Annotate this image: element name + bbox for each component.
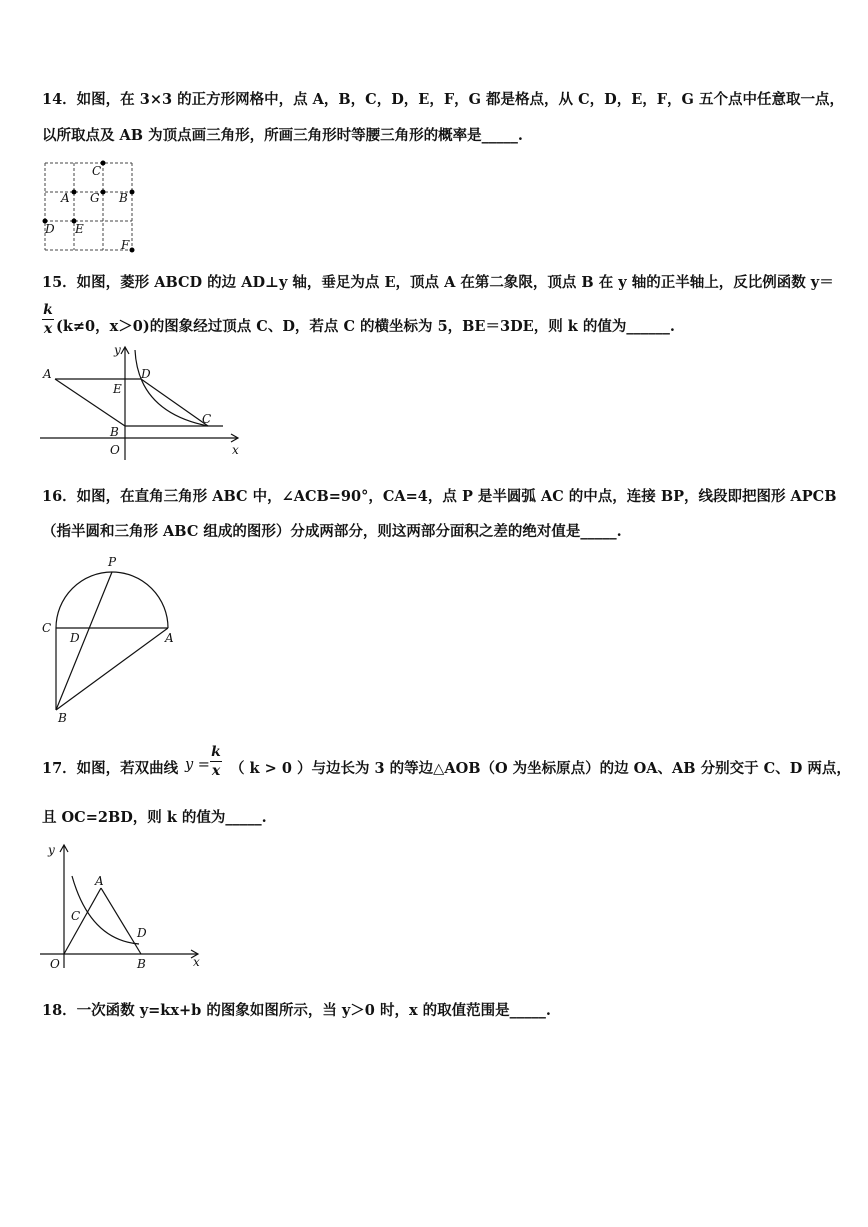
q15-line2: (k≠0，x＞0)的图象经过顶点 C、D，若点 C 的横坐标为 5，BE＝3DE，则 k 的值为______.	[56, 318, 675, 335]
label-y: y	[114, 343, 121, 357]
label-C: C	[92, 164, 102, 178]
q17-line2: 且 OC=2BD，则 k 的值为_____.	[42, 809, 267, 826]
q14-grid-figure	[40, 158, 140, 254]
label-E: E	[75, 222, 84, 236]
label-C: C	[71, 909, 81, 923]
q16-line1: 16．如图，在直角三角形 ABC 中，∠ACB=90°，CA=4，点 P 是半圆弧 AC 的中点，连接 BP，线段即把图形 APCB	[42, 488, 837, 505]
label-C: C	[202, 412, 212, 426]
label-O: O	[50, 957, 60, 971]
label-A: A	[61, 191, 70, 205]
q15-fraction	[42, 302, 54, 337]
label-E: E	[113, 382, 122, 396]
q18-line1: 18．一次函数 y=kx+b 的图象如图所示，当 y＞0 时，x 的取值范围是_____.	[42, 1002, 551, 1019]
q14-line1: 14．如图，在 3×3 的正方形网格中，点 A，B，C，D，E，F，G 都是格点，从 C，D，E，F，G 五个点中任意取一点，	[42, 91, 844, 108]
label-x: x	[232, 443, 239, 457]
label-A: A	[95, 874, 104, 888]
label-D: D	[137, 926, 147, 940]
label-O: O	[110, 443, 120, 457]
q15-line1: 15．如图，菱形 ABCD 的边 AD⊥y 轴，垂足为点 E，顶点 A 在第二象限，顶点 B 在 y 轴的正半轴上，反比例函数 y＝	[42, 274, 834, 291]
q14-line2: 以所取点及 AB 为顶点画三角形，所画三角形时等腰三角形的概率是_____.	[42, 127, 523, 144]
q15-rhombus-figure	[38, 342, 248, 462]
point-A	[72, 190, 77, 195]
label-B: B	[58, 711, 67, 725]
point-F	[130, 248, 135, 253]
q17-triangle-figure	[38, 840, 213, 975]
label-C: C	[42, 621, 52, 635]
label-D: D	[45, 222, 55, 236]
q17-line1-a: 17．如图，若双曲线	[42, 760, 179, 777]
label-B: B	[137, 957, 146, 971]
q15-frac-num: k	[43, 302, 53, 318]
point-B	[130, 190, 135, 195]
q16-semicircle-figure	[38, 552, 188, 727]
label-D: D	[70, 631, 80, 645]
q15-frac-den: x	[43, 321, 53, 337]
label-G: G	[90, 191, 100, 205]
label-B: B	[110, 425, 119, 439]
q17-frac-den: x	[211, 763, 221, 779]
q16-line2: （指半圆和三角形 ABC 组成的图形）分成两部分，则这两部分面积之差的绝对值是_____.	[42, 523, 622, 540]
label-D: D	[141, 367, 151, 381]
label-y: y	[48, 843, 55, 857]
q17-line1-b: （ k > 0 ）与边长为 3 的等边△AOB（O 为坐标原点）的边 OA、AB 分别交于 C、D 两点，	[230, 760, 851, 777]
label-A: A	[165, 631, 174, 645]
label-A: A	[43, 367, 52, 381]
point-C	[101, 161, 106, 166]
point-G	[101, 190, 106, 195]
label-x: x	[193, 955, 200, 969]
label-P: P	[108, 555, 117, 569]
q17-y-eq: y =	[185, 757, 210, 773]
label-F: F	[121, 238, 130, 252]
label-B: B	[119, 191, 128, 205]
q17-frac-num: k	[211, 744, 221, 760]
q17-fraction	[210, 744, 222, 779]
